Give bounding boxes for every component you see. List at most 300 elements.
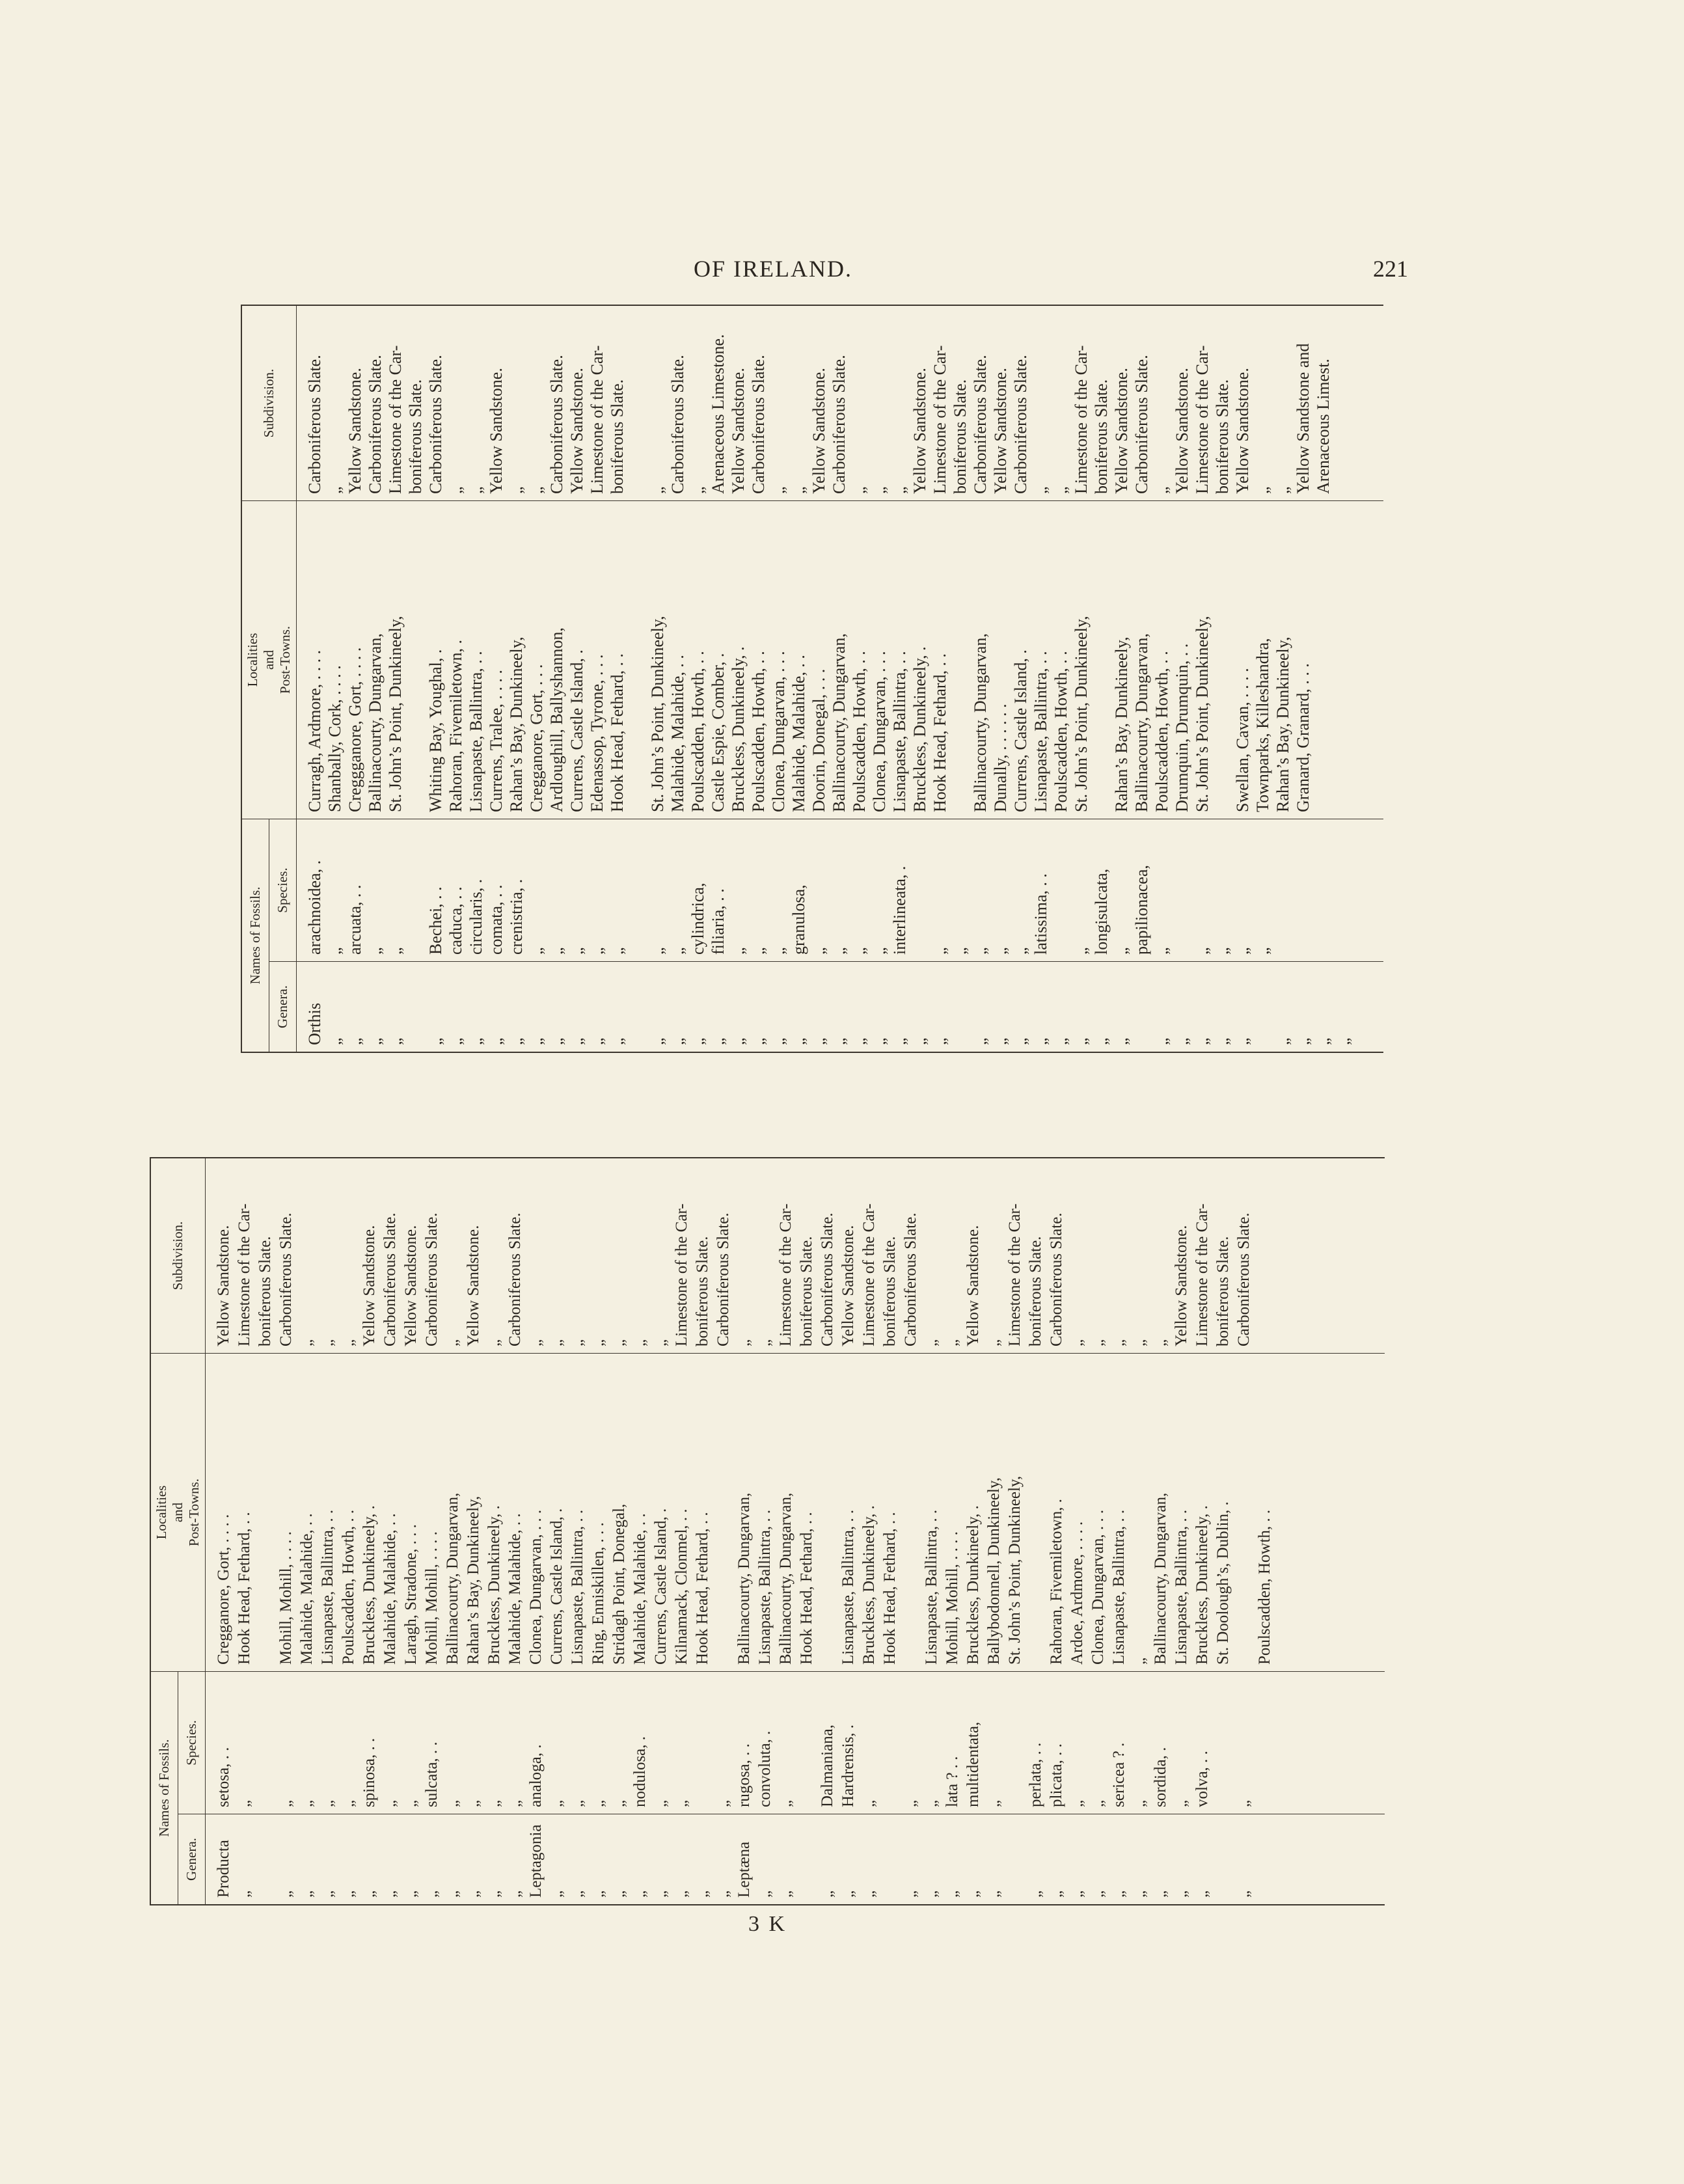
table-cell-line: longisulcata,: [1092, 868, 1111, 955]
table-cell-line: „: [590, 1890, 607, 1898]
table-cell-line: „: [548, 1799, 565, 1807]
table-cell-line: Carboniferous Slate.: [305, 355, 324, 494]
table-cell-line: „: [1027, 1890, 1044, 1898]
table-cell-line: „: [588, 1037, 606, 1045]
table-cell-line: „: [381, 1799, 399, 1807]
subdivision-column: [297, 305, 1384, 501]
table-cell-line: Bruckless, Dunkineely, .: [360, 1505, 378, 1665]
table-cell-line: Rahoran, Fivemiletown, .: [446, 639, 465, 812]
table-cell-line: rugosa, . .: [735, 1743, 753, 1807]
table-cell-line: „: [588, 947, 606, 955]
table-cell-line: „: [1048, 1890, 1065, 1898]
table-cell-line: [692, 1677, 713, 1807]
table-cell-line: Bruckless, Dunkineely, .: [910, 646, 929, 812]
table-cell-line: „: [610, 1339, 628, 1346]
genera-column: [297, 962, 1384, 1053]
table-cell-line: [405, 825, 426, 955]
table-cell-line: St. Doolough’s, Dublin, .: [1214, 1501, 1232, 1665]
table-cell-line: „: [386, 947, 405, 955]
table-cell-line: Poulscadden, Howth, . .: [340, 1509, 357, 1665]
table-cell-line: Poulscadden, Howth, . .: [688, 651, 707, 812]
header-localities: Localities and Post-Towns.: [150, 1354, 206, 1672]
table-cell-line: Limestone of the Car-: [1193, 345, 1212, 494]
table-cell-line: „: [608, 1037, 627, 1045]
table-cell-line: setosa, . .: [215, 1747, 232, 1807]
table-cell-line: Poulscadden, Howth, . .: [1256, 1509, 1273, 1665]
table-cell-line: Clonea, Dungarvan, . . .: [527, 1509, 545, 1665]
table-cell-line: „: [1273, 1037, 1292, 1045]
table-cell-line: „: [1092, 1037, 1111, 1045]
table-cell-line: Kilnamack, Clonmel, . .: [673, 1508, 690, 1665]
table-cell-line: Limestone of the Car-: [236, 1203, 253, 1346]
table-cell-line: Limestone of the Car-: [1072, 345, 1091, 494]
table-cell-line: Lisnapaste, Ballintra, . .: [1110, 1509, 1128, 1665]
running-head-title: OF IRELAND.: [694, 256, 852, 282]
table-cell-line: Limestone of the Car-: [673, 1203, 690, 1346]
table-cell-line: „: [902, 1890, 919, 1898]
table-cell-line: „: [1031, 1037, 1050, 1045]
table-cell-line: „: [688, 486, 707, 494]
table-cell-line: Arenaceous Limest.: [1314, 359, 1333, 494]
table-cell-line: „: [1193, 1037, 1212, 1045]
table-cell-line: „: [1235, 1799, 1253, 1807]
table-cell-line: Bruckless, Dunkineely, .: [860, 1505, 878, 1665]
fossil-table-lower: [150, 1157, 1385, 1905]
table-cell-line: boniferous Slate.: [694, 1236, 711, 1346]
table-cell-line: „: [1294, 1037, 1312, 1045]
table-cell-line: „: [631, 1890, 649, 1898]
table-cell-line: „: [870, 486, 889, 494]
table-cell-line: „: [809, 1037, 828, 1045]
table-cell-line: Doorin, Donegal, . . .: [809, 668, 828, 812]
table-cell-line: cylindrica,: [688, 882, 707, 955]
table-cell-line: [1051, 825, 1071, 955]
table-cell-line: [1253, 967, 1273, 1045]
table-cell-line: „: [485, 1799, 503, 1807]
table-cell-line: Arenaceous Limestone.: [709, 334, 727, 494]
table-cell-line: „: [850, 1037, 869, 1045]
table-cell-line: „: [402, 1890, 420, 1898]
table-cell-line: „: [951, 947, 970, 955]
table-cell-line: Limestone of the Car-: [588, 345, 606, 494]
table-cell-line: Bruckless, Dunkineely, .: [964, 1505, 982, 1665]
table-cell-line: Yellow Sandstone.: [910, 368, 929, 494]
table-cell-line: [627, 825, 647, 955]
table-cell-line: Carboniferous Slate.: [1011, 355, 1030, 494]
table-cell-line: Poulscadden, Howth, . .: [1152, 651, 1171, 812]
table-cell-line: Ring, Enniskillen, . . .: [590, 1522, 607, 1665]
table-cell-line: „: [444, 1890, 461, 1898]
table-cell-line: Carboniferous Slate.: [381, 1212, 399, 1346]
table-cell-line: Yellow Sandstone.: [402, 1225, 420, 1346]
table-cell-line: Yellow Sandstone and: [1294, 343, 1312, 494]
table-cell-line: latissima, . .: [1031, 873, 1050, 955]
table-cell-line: [405, 967, 426, 1045]
table-cell-line: Limestone of the Car-: [386, 345, 405, 494]
table-cell-line: „: [567, 947, 586, 955]
table-cell-line: „: [444, 1339, 461, 1346]
table-cell-line: „: [547, 947, 566, 955]
table-cell-line: Creggganore, Gort, . . . .: [346, 647, 364, 812]
table-cell-line: Currens, Castle Island, .: [652, 1508, 670, 1665]
genera-column: [206, 1814, 1385, 1905]
table-cell-line: [1172, 825, 1192, 955]
table-cell-line: „: [930, 947, 949, 955]
table-cell-line: „: [386, 1037, 405, 1045]
localities-column: [206, 1354, 1385, 1672]
table-cell-line: Cregganore, Gort, . . . .: [215, 1514, 232, 1665]
table-cell-line: „: [319, 1799, 336, 1807]
table-cell-line: „: [569, 1890, 586, 1898]
table-cell-line: Poulscadden, Howth, . .: [850, 651, 869, 812]
table-cell-line: „: [648, 947, 667, 955]
table-cell-line: „: [714, 1799, 732, 1807]
table-cell-line: „: [1152, 486, 1171, 494]
table-cell-line: „: [236, 1890, 253, 1898]
table-cell-line: „: [1068, 1339, 1086, 1346]
table-cell-line: „: [1173, 1799, 1190, 1807]
table-cell-line: „: [527, 947, 546, 955]
table-cell-line: Townparks, Killeshandra,: [1253, 638, 1272, 812]
table-cell-line: „: [944, 1890, 961, 1898]
table-cell-line: [880, 1677, 901, 1807]
table-cell-line: „: [381, 1890, 399, 1898]
table-cell-line: „: [467, 486, 485, 494]
table-cell-line: Shanbally, Cork, . . . .: [325, 665, 344, 812]
species-column: [206, 1672, 1385, 1814]
header-genera: Genera.: [178, 1814, 206, 1905]
table-cell-line: boniferous Slate.: [256, 1236, 274, 1346]
table-cell-line: „: [1131, 1339, 1148, 1346]
table-cell-line: „: [569, 1799, 586, 1807]
table-cell-line: Hardrensis, .: [839, 1724, 857, 1807]
table-cell-line: „: [1334, 1037, 1353, 1045]
table-cell-line: St. John’s Point, Dunkineely,: [648, 616, 667, 812]
table-cell-line: „: [1131, 1799, 1148, 1807]
table-cell-line: Carboniferous Slate.: [423, 1212, 441, 1346]
header-localities: Localities and Post-Towns.: [241, 501, 297, 819]
table-cell-line: [950, 967, 970, 1045]
table-cell-line: Carboniferous Slate.: [819, 1212, 836, 1346]
table-cell-line: „: [485, 1890, 503, 1898]
table-cell-line: „: [910, 1037, 929, 1045]
table-cell-line: „: [1112, 947, 1131, 955]
table-cell-line: „: [769, 486, 788, 494]
table-cell-line: Lisnapaste, Ballintra, . .: [1031, 651, 1050, 812]
table-cell-line: Yellow Sandstone.: [215, 1225, 232, 1346]
table-cell-line: nodulosa, .: [631, 1736, 649, 1807]
table-cell-line: Hook Head, Fethard, . .: [694, 1512, 711, 1665]
table-cell-line: „: [465, 1799, 482, 1807]
table-cell-line: Clonea, Dungarvan, . . .: [870, 651, 889, 812]
table-cell-line: „: [423, 1890, 441, 1898]
table-cell-line: „: [548, 1890, 565, 1898]
species-column: [297, 819, 1384, 962]
table-cell-line: „: [487, 1037, 506, 1045]
table-cell-line: Malahide, Malahide, . .: [506, 1513, 524, 1665]
table-cell-line: Yellow Sandstone.: [964, 1225, 982, 1346]
table-cell-line: „: [1253, 947, 1272, 955]
table-cell-line: Yellow Sandstone.: [346, 368, 364, 494]
table-cell-line: „: [830, 1037, 849, 1045]
table-cell-line: „: [340, 1890, 357, 1898]
table-cell-line: St. John’s Point, Dunkineely,: [1072, 616, 1091, 812]
table-cell-line: spinosa, . .: [360, 1738, 378, 1807]
table-cell-line: Hook Head, Fethard, . .: [608, 653, 627, 812]
table-cell-line: Lisnapaste, Ballintra, . .: [569, 1509, 586, 1665]
table-cell-line: Rahoran, Fivemiletown, .: [1048, 1499, 1065, 1665]
fossil-table-upper: [241, 305, 1383, 1053]
table-cell-line: „: [1152, 1890, 1169, 1898]
table-cell-line: „: [567, 1037, 586, 1045]
table-cell-line: „: [1173, 1037, 1191, 1045]
table-cell-line: Carboniferous Slate.: [668, 355, 687, 494]
table-cell-line: Orthis: [305, 1003, 324, 1045]
table-cell-line: [817, 1359, 838, 1665]
table-cell-line: [627, 506, 647, 812]
table-cell-line: „: [985, 1890, 1003, 1898]
table-cell-line: „: [1152, 1339, 1169, 1346]
table-cell-line: „: [1089, 1890, 1107, 1898]
table-cell-line: caduca, . .: [446, 886, 465, 955]
table-cell-line: „: [756, 1890, 774, 1898]
table-cell-line: [910, 825, 930, 955]
table-cell-line: „: [527, 1339, 545, 1346]
table-upper: [241, 305, 1383, 1053]
table-cell-line: [627, 967, 647, 1045]
table-cell-line: „: [729, 1037, 748, 1045]
table-cell-line: „: [1072, 947, 1091, 955]
table-cell-line: Swellan, Cavan, . . . .: [1233, 668, 1252, 812]
table-cell-line: Edenassop, Tyrone, . . .: [588, 654, 606, 812]
table-cell-line: Stridagh Point, Donegal,: [610, 1503, 628, 1665]
table-cell-line: [1212, 506, 1232, 812]
table-cell-line: „: [236, 1799, 253, 1807]
table-cell-line: Curragh, Ardmore, . . . .: [305, 649, 324, 812]
table-cell-line: Yellow Sandstone.: [1173, 368, 1191, 494]
table-cell-line: Clonea, Dungarvan, . . .: [769, 651, 788, 812]
table-cell-line: „: [325, 947, 344, 955]
table-cell-line: analoga, .: [527, 1744, 545, 1807]
table-cell-line: „: [944, 1339, 961, 1346]
table-cell-line: „: [1110, 1890, 1128, 1898]
table-cell-line: „: [1052, 486, 1070, 494]
table-cell-line: Hook Head, Fethard, . .: [798, 1512, 815, 1665]
table-cell-line: Rahan’s Bay, Dunkineely,: [465, 1495, 482, 1665]
table-cell-line: „: [860, 1890, 878, 1898]
table-cell-line: „: [860, 1799, 878, 1807]
table-cell-line: „: [340, 1339, 357, 1346]
table-cell-line: Lisnapaste, Ballintra, . .: [467, 651, 485, 812]
table-cell-line: Granard, Granard, . . .: [1294, 663, 1312, 812]
header-species: Species.: [178, 1672, 206, 1814]
table-cell-line: „: [673, 1799, 690, 1807]
table-cell-line: [796, 1677, 817, 1807]
table-cell-line: Carboniferous Slate.: [1048, 1212, 1065, 1346]
table-cell-line: granulosa,: [789, 884, 808, 955]
table-cell-line: Yellow Sandstone.: [729, 368, 748, 494]
table-cell-line: „: [769, 1037, 788, 1045]
table-cell-line: Carboniferous Slate.: [547, 355, 566, 494]
table-cell-line: arcuata, . .: [346, 884, 364, 955]
table-cell-line: „: [652, 1799, 670, 1807]
table-cell-line: Ballinacourty, Dungarvan,: [1132, 633, 1151, 812]
table-cell-line: „: [890, 486, 909, 494]
table-cell-line: „: [610, 1799, 628, 1807]
table-cell-line: „: [569, 1339, 586, 1346]
table-cell-line: boniferous Slate.: [406, 379, 425, 494]
table-cell-line: sulcata, . .: [423, 1741, 441, 1807]
table-cell-line: papilionacea,: [1132, 865, 1151, 955]
table-cell-line: [1005, 1677, 1025, 1807]
table-cell-line: „: [819, 1890, 836, 1898]
table-cell-line: Laragh, Stradone, . . .: [402, 1524, 420, 1665]
table-cell-line: „: [870, 1037, 889, 1045]
table-cell-line: [255, 1359, 276, 1665]
table-cell-line: Leptagonia: [527, 1824, 545, 1898]
table-cell-line: Yellow Sandstone.: [1233, 368, 1252, 494]
table-cell-line: Hook Head, Fethard, . .: [236, 1512, 253, 1665]
table-cell-line: Mohill, Mohill, . . . .: [277, 1531, 295, 1665]
table-cell-line: „: [631, 1339, 649, 1346]
table-cell-line: „: [1089, 1799, 1107, 1807]
table-cell-line: „: [714, 1890, 732, 1898]
table-cell-line: „: [902, 1799, 919, 1807]
table-cell-line: „: [1052, 1037, 1070, 1045]
table-cell-line: „: [1031, 486, 1050, 494]
table-cell-line: „: [648, 486, 667, 494]
table-cell-line: „: [688, 1037, 707, 1045]
table-cell-line: „: [590, 1339, 607, 1346]
table-cell-line: volva, . .: [1193, 1751, 1211, 1807]
table-cell-line: Yellow Sandstone.: [991, 368, 1010, 494]
table-cell-line: „: [506, 1890, 524, 1898]
table-cell-line: Ballinacourty, Dungarvan,: [830, 633, 849, 812]
table-cell-line: „: [346, 1037, 364, 1045]
table-cell-line: „: [850, 486, 869, 494]
table-cell-line: „: [366, 1037, 385, 1045]
table-cell-line: [796, 1820, 817, 1898]
table-cell-line: „: [1253, 486, 1272, 494]
table-cell-line: „: [319, 1890, 336, 1898]
header-subdivision: Subdivision.: [150, 1158, 206, 1354]
table-cell-line: Mohill, Mohill, . . . .: [423, 1531, 441, 1665]
table-cell-line: boniferous Slate.: [1027, 1236, 1044, 1346]
table-cell-line: Bruckless, Dunkineely, .: [729, 646, 748, 812]
table-cell-line: „: [964, 1890, 982, 1898]
table-cell-line: St. John’s Point, Dunkineely,: [1193, 616, 1212, 812]
table-cell-line: Malahide, Malahide, . .: [668, 655, 687, 812]
table-cell-line: Yellow Sandstone.: [465, 1225, 482, 1346]
table-cell-line: Rahan’s Bay, Dunkineely,: [1273, 636, 1292, 812]
table-cell-line: [1213, 1820, 1234, 1898]
table-cell-line: filiaria, . .: [709, 888, 727, 955]
table-cell-line: [1234, 1359, 1255, 1665]
table-cell-line: „: [1068, 1890, 1086, 1898]
table-cell-line: Currens, Tralee, . . . .: [487, 670, 506, 812]
table-cell-line: „: [590, 1799, 607, 1807]
table-cell-line: „: [298, 1890, 316, 1898]
table-cell-line: „: [1110, 1339, 1128, 1346]
table-cell-line: „: [991, 947, 1010, 955]
table-cell-line: [901, 1359, 921, 1665]
table-cell-line: „: [319, 1339, 336, 1346]
table-cell-line: „: [340, 1799, 357, 1807]
table-cell-line: Dalmaniana,: [819, 1724, 836, 1807]
header-subdivision: Subdivision.: [241, 305, 297, 501]
table-cell-line: boniferous Slate.: [798, 1236, 815, 1346]
table-cell-line: Poulscadden, Howth, . .: [1052, 651, 1070, 812]
table-cell-line: Malahide, Malahide, . .: [298, 1513, 316, 1665]
table-cell-line: Ardloughill, Ballyshannon,: [547, 627, 566, 812]
table-cell-line: interlineata, .: [890, 866, 909, 955]
table-cell-line: Lisnapaste, Ballintra, . .: [890, 651, 909, 812]
table-cell-line: „: [839, 1890, 857, 1898]
table-cell-line: Carboniferous Slate.: [971, 355, 990, 494]
table-cell-line: St. John’s Point, Dunkineely,: [386, 616, 405, 812]
table-cell-line: Yellow Sandstone.: [360, 1225, 378, 1346]
table-cell-line: Ballybodonnell, Dunkineely,: [985, 1477, 1003, 1665]
table-cell-line: „: [325, 486, 344, 494]
table-cell-line: „: [930, 1037, 949, 1045]
table-cell-line: [255, 1677, 276, 1807]
table-cell-line: „: [870, 947, 889, 955]
table-cell-line: „: [1193, 1890, 1211, 1898]
table-cell-line: „: [729, 947, 748, 955]
table-cell-line: Lisnapaste, Ballintra, . .: [756, 1509, 774, 1665]
table-cell-line: „: [485, 1339, 503, 1346]
table-cell-line: „: [694, 1890, 711, 1898]
table-cell-line: Rahan’s Bay, Dunkineely,: [507, 636, 526, 812]
table-cell-line: „: [608, 947, 627, 955]
table-cell-line: Yellow Sandstone.: [839, 1225, 857, 1346]
header-names-of-fossils: Names of Fossils.: [241, 819, 269, 1053]
table-cell-line: „: [1072, 1037, 1091, 1045]
table-lower: [150, 1157, 1385, 1905]
table-cell-line: plicata, . .: [1048, 1743, 1065, 1807]
table-cell-line: „: [467, 1037, 485, 1045]
table-cell-line: „: [1213, 1037, 1232, 1045]
table-cell-line: [950, 506, 970, 812]
table-cell-line: Producta: [215, 1840, 232, 1898]
table-cell-line: „: [1193, 947, 1212, 955]
table-cell-line: „: [1233, 1037, 1252, 1045]
table-cell-line: „: [1011, 947, 1030, 955]
table-cell-line: „: [668, 1037, 687, 1045]
table-cell-line: Malahide, Malahide, . .: [789, 655, 808, 812]
table-cell-line: Drumquin, Drumquin, . .: [1173, 643, 1191, 812]
table-cell-line: Castle Espie, Comber, .: [709, 653, 727, 812]
table-cell-line: circularis, .: [467, 879, 485, 955]
table-cell-line: „: [610, 1890, 628, 1898]
table-cell-line: Bechei, . .: [426, 886, 445, 955]
table-cell-line: Currens, Castle Island, .: [1011, 649, 1030, 812]
table-cell-line: „: [1068, 1799, 1086, 1807]
table-cell-line: „: [769, 947, 788, 955]
table-cell-line: Yellow Sandstone.: [809, 368, 828, 494]
table-cell-line: „: [548, 1339, 565, 1346]
table-cell-line: „: [1152, 1037, 1171, 1045]
table-cell-line: Carboniferous Slate.: [1132, 355, 1151, 494]
table-cell-line: „: [366, 947, 385, 955]
table-cell-line: „: [991, 1037, 1010, 1045]
table-cell-line: „: [1131, 1657, 1148, 1665]
table-cell-line: boniferous Slate.: [951, 379, 970, 494]
table-cell-line: Hook Head, Fethard, . .: [881, 1512, 899, 1665]
table-cell-line: „: [789, 1037, 808, 1045]
subdivision-column: [206, 1158, 1385, 1354]
table-cell-line: Carboniferous Slate.: [714, 1212, 732, 1346]
